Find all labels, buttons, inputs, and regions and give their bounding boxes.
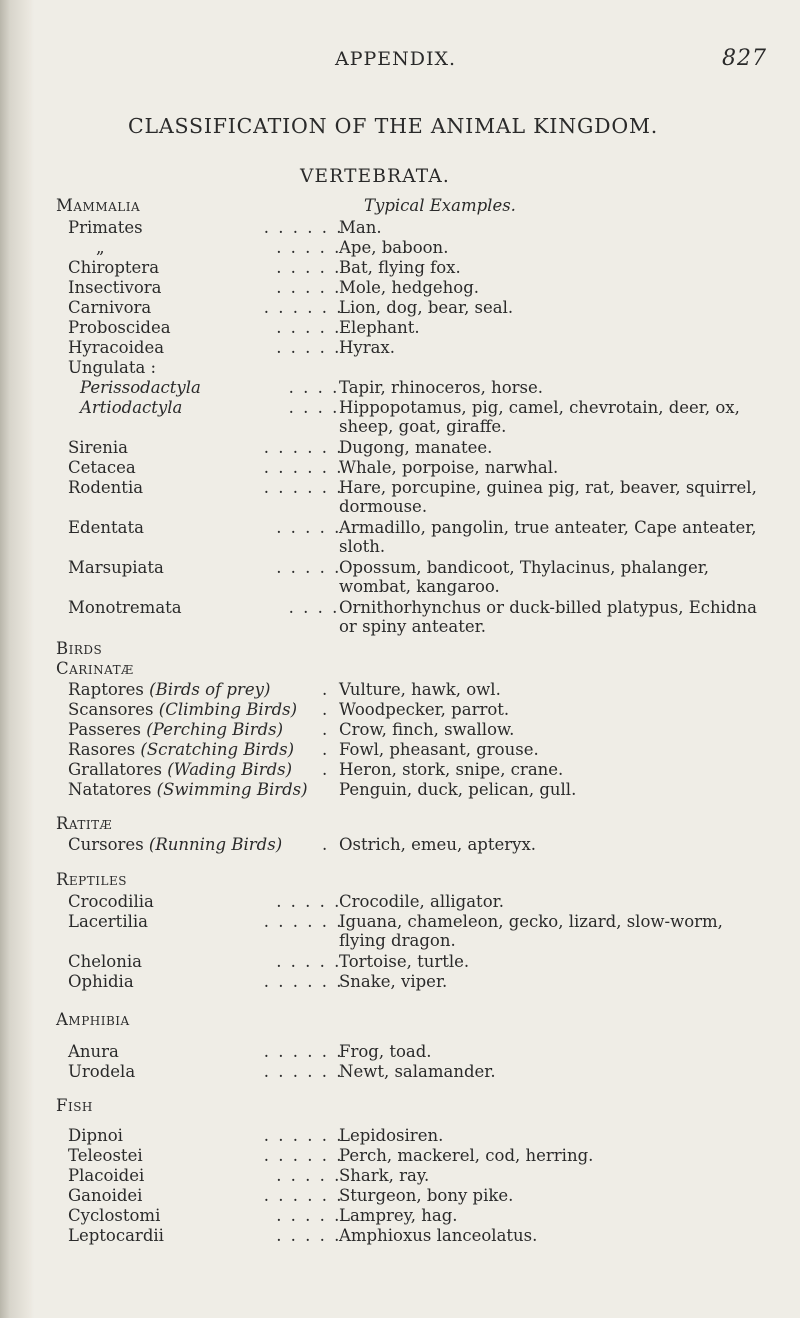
typical-example: Opossum, bandicoot, Thylacinus, phalanger, wombat, kangaroo. (339, 558, 710, 596)
typical-example: Amphioxus lanceolatus. (339, 1226, 538, 1245)
typical-example: Sturgeon, bony pike. (339, 1186, 514, 1205)
taxon-name: Fish (56, 1096, 93, 1115)
leader-dots: . . . . . . (263, 912, 344, 931)
leader-dots: . . . . . (276, 1166, 342, 1185)
taxon-name: Cursores (Running Birds) (68, 835, 283, 854)
typical-example: Ornithorhynchus or duck-billed platypus, Echidna or spiny anteater. (339, 598, 757, 636)
taxon-common-name: (Swimming Birds) (151, 780, 308, 799)
taxon-common-name: (Birds of prey) (143, 680, 271, 699)
leader-dots: . (322, 835, 330, 854)
leader-dots: . . . . . . (263, 1146, 344, 1165)
typical-example: Dugong, manatee. (339, 438, 493, 457)
typical-example: Lepidosiren. (339, 1126, 444, 1145)
taxon-name: „ (96, 238, 105, 257)
typical-example: Fowl, pheasant, grouse. (339, 740, 539, 759)
typical-example: Bat, flying fox. (339, 258, 461, 277)
taxon-name: Carnivora (68, 298, 152, 317)
leader-dots: . . . . (288, 378, 340, 397)
typical-example: Newt, salamander. (339, 1062, 496, 1081)
leader-dots: . . . . . (276, 1226, 342, 1245)
taxon-name: Leptocardii (68, 1226, 164, 1245)
taxon-name: Rodentia (68, 478, 144, 497)
typical-examples-label: Typical Examples. (364, 196, 516, 215)
leader-dots: . . . . . . (263, 972, 344, 991)
typical-example: Vulture, hawk, owl. (339, 680, 501, 699)
typical-example: Snake, viper. (339, 972, 448, 991)
typical-example: Lion, dog, bear, seal. (339, 298, 514, 317)
taxon-name: Reptiles (56, 870, 127, 889)
taxon-name: Perissodactyla (80, 378, 201, 397)
leader-dots: . . . . . . (263, 298, 344, 317)
typical-example: Penguin, duck, pelican, gull. (339, 780, 577, 799)
typical-example: Ostrich, emeu, apteryx. (339, 835, 536, 854)
page-title: CLASSIFICATION OF THE ANIMAL KINGDOM. (128, 114, 659, 138)
taxon-name: Urodela (68, 1062, 136, 1081)
taxon-name: Carinatæ (56, 659, 134, 678)
leader-dots: . . . . . (276, 558, 342, 577)
taxon-name: Teleostei (68, 1146, 143, 1165)
taxon-common-name: (Scratching Birds) (135, 740, 295, 759)
taxon-name: Anura (68, 1042, 119, 1061)
leader-dots: . . . . . . (263, 218, 344, 237)
taxon-name: Raptores (Birds of prey) (68, 680, 271, 699)
taxon-name: Hyracoidea (68, 338, 165, 357)
typical-example: Elephant. (339, 318, 420, 337)
typical-example: Tapir, rhinoceros, horse. (339, 378, 544, 397)
leader-dots: . . . . (288, 398, 340, 417)
taxon-name: Amphibia (56, 1010, 130, 1029)
leader-dots: . (322, 720, 330, 739)
typical-example: Armadillo, pangolin, true anteater, Cape anteater, sloth. (339, 518, 757, 556)
leader-dots: . . . . . . (263, 1042, 344, 1061)
leader-dots: . . . . . (276, 338, 342, 357)
taxon-common-name: (Running Birds) (143, 835, 283, 854)
page-binding-shadow (0, 0, 34, 1318)
taxon-name: Rasores (Scratching Birds) (68, 740, 295, 759)
taxon-name: Proboscidea (68, 318, 171, 337)
taxon-name: Mammalia (56, 196, 141, 215)
typical-example: Iguana, chameleon, gecko, lizard, slow-worm, flying dragon. (339, 912, 723, 950)
leader-dots: . . . . . (276, 1206, 342, 1225)
header-title: APPENDIX. (335, 48, 457, 70)
typical-example: Ape, baboon. (339, 238, 449, 257)
section-title: VERTEBRATA. (300, 166, 450, 187)
taxon-name: Insectivora (68, 278, 162, 297)
taxon-name: Marsupiata (68, 558, 164, 577)
leader-dots: . . . . . (276, 258, 342, 277)
typical-example: Whale, porpoise, narwhal. (339, 458, 559, 477)
leader-dots: . . . . . . (263, 458, 344, 477)
typical-example: Crocodile, alligator. (339, 892, 504, 911)
taxon-name: Cetacea (68, 458, 136, 477)
taxon-name: Crocodilia (68, 892, 154, 911)
taxon-name: Primates (68, 218, 143, 237)
taxon-name: Birds (56, 639, 103, 658)
taxon-common-name: (Wading Birds) (161, 760, 293, 779)
leader-dots: . (322, 700, 330, 719)
typical-example: Hare, porcupine, guinea pig, rat, beaver, squirrel, dormouse. (339, 478, 757, 516)
leader-dots: . . . . . (276, 518, 342, 537)
typical-example: Perch, mackerel, cod, herring. (339, 1146, 594, 1165)
taxon-common-name: (Perching Birds) (141, 720, 284, 739)
taxon-name: Dipnoi (68, 1126, 123, 1145)
leader-dots: . . . . . . (263, 438, 344, 457)
leader-dots: . . . . . (276, 892, 342, 911)
taxon-name: Placoidei (68, 1166, 145, 1185)
taxon-name: Artiodactyla (80, 398, 183, 417)
leader-dots: . . . . . . (263, 478, 344, 497)
typical-example: Hippopotamus, pig, camel, chevrotain, deer, ox, sheep, goat, giraffe. (339, 398, 740, 436)
taxon-common-name: (Climbing Birds) (153, 700, 298, 719)
taxon-name: Cyclostomi (68, 1206, 161, 1225)
taxon-name: Grallatores (Wading Birds) (68, 760, 293, 779)
typical-example: Mole, hedgehog. (339, 278, 480, 297)
typical-example: Hyrax. (339, 338, 395, 357)
taxon-name: Edentata (68, 518, 144, 537)
typical-example: Lamprey, hag. (339, 1206, 458, 1225)
taxon-name: Passeres (Perching Birds) (68, 720, 284, 739)
typical-example: Woodpecker, parrot. (339, 700, 510, 719)
taxon-name: Sirenia (68, 438, 128, 457)
typical-example: Frog, toad. (339, 1042, 432, 1061)
taxon-name: Ophidia (68, 972, 134, 991)
typical-example: Heron, stork, snipe, crane. (339, 760, 564, 779)
leader-dots: . (322, 740, 330, 759)
taxon-name: Chelonia (68, 952, 142, 971)
taxon-name: Lacertilia (68, 912, 148, 931)
leader-dots: . (322, 680, 330, 699)
leader-dots: . . . . . (276, 238, 342, 257)
taxon-name: Ganoidei (68, 1186, 143, 1205)
typical-example: Crow, finch, swallow. (339, 720, 515, 739)
taxon-name: Scansores (Climbing Birds) (68, 700, 298, 719)
typical-example: Shark, ray. (339, 1166, 430, 1185)
page-number: 827 (722, 46, 767, 71)
taxon-name: Monotremata (68, 598, 182, 617)
taxon-name: Chiroptera (68, 258, 160, 277)
leader-dots: . (322, 760, 330, 779)
typical-example: Man. (339, 218, 382, 237)
leader-dots: . . . . . . (263, 1062, 344, 1081)
leader-dots: . . . . . (276, 952, 342, 971)
taxon-name: Ratitæ (56, 814, 113, 833)
leader-dots: . . . . . . (263, 1186, 344, 1205)
taxon-name: Natatores (Swimming Birds) (68, 780, 308, 799)
leader-dots: . . . . . (276, 278, 342, 297)
typical-example: Tortoise, turtle. (339, 952, 470, 971)
leader-dots: . . . . (288, 598, 340, 617)
leader-dots: . . . . . . (263, 1126, 344, 1145)
taxon-name: Ungulata : (68, 358, 157, 377)
leader-dots: . . . . . (276, 318, 342, 337)
